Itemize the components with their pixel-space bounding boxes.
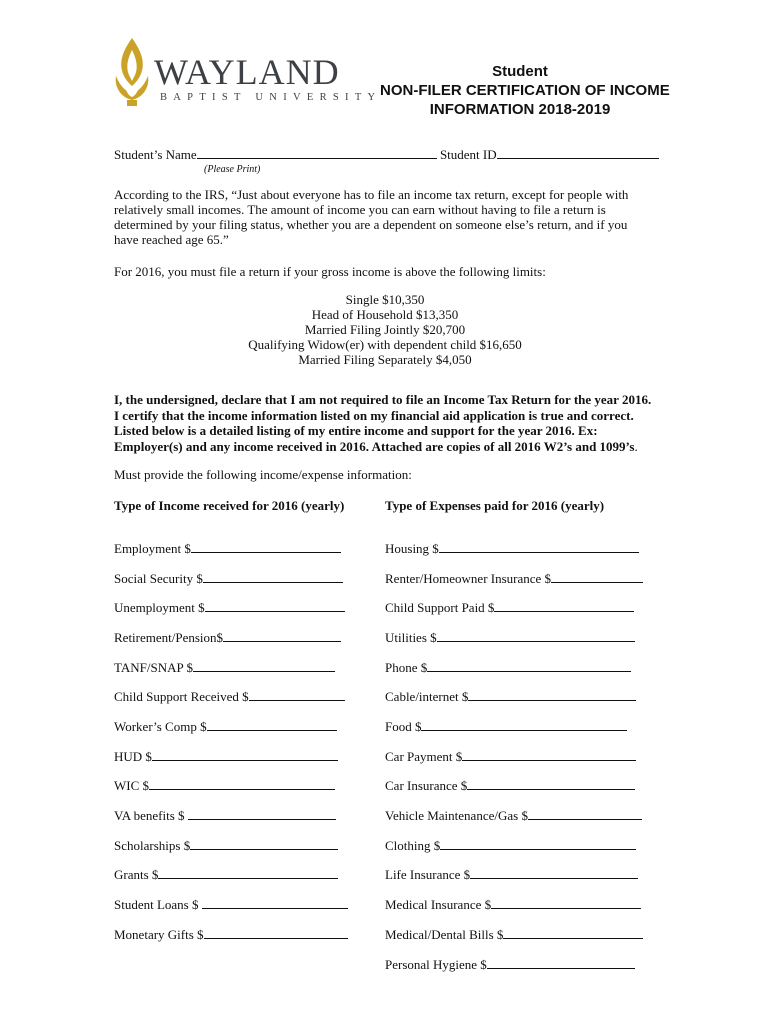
limit-married-separately: Married Filing Separately $4,050 [298,352,472,367]
expense-medical-dental: Medical/Dental Bills $ [385,927,643,943]
expense-child-support-paid: Child Support Paid $ [385,600,634,616]
expense-renter-insurance-field[interactable] [551,571,643,583]
income-hud: HUD $ [114,749,338,765]
expense-housing: Housing $ [385,541,639,557]
title-line-1: Student [492,63,548,80]
expense-personal-hygiene: Personal Hygiene $ [385,957,635,973]
expense-clothing: Clothing $ [385,838,636,854]
income-unemployment: Unemployment $ [114,600,345,616]
income-scholarships-field[interactable] [190,838,338,850]
income-social-security: Social Security $ [114,571,343,587]
expense-medical-insurance: Medical Insurance $ [385,897,641,913]
student-name-field[interactable] [197,147,437,159]
expense-car-payment-field[interactable] [462,749,636,761]
expenses-heading: Type of Expenses paid for 2016 (yearly) [385,498,605,513]
income-hud-field[interactable] [152,749,338,761]
logo-wordmark: WAYLAND [154,52,340,92]
expense-car-insurance: Car Insurance $ [385,778,635,794]
income-child-support-field[interactable] [249,689,345,701]
declaration-paragraph [114,392,659,454]
expense-clothing-field[interactable] [440,838,636,850]
title-line-3: INFORMATION 2018-2019 [429,101,611,118]
please-print-note: (Please Print) [204,164,261,175]
income-tanf-snap-field[interactable] [193,660,335,672]
income-social-security-field[interactable] [203,571,343,583]
expense-housing-field[interactable] [439,541,639,553]
income-monetary-gifts-field[interactable] [204,927,348,939]
income-monetary-gifts: Monetary Gifts $ [114,927,348,943]
expense-child-support-paid-field[interactable] [494,600,634,612]
income-va-benefits: VA benefits $ [114,808,336,824]
expense-personal-hygiene-field[interactable] [487,957,635,969]
income-scholarships: Scholarships $ [114,838,338,854]
form-title [380,62,670,119]
irs-quote-paragraph: According to the IRS, “Just about everyone has to file an income tax return, except for people with relatively small incomes. The amount of income you can earn without having to file a return is determined by your filing status, whether you are a dependent on someone else’s return, and if you have reached age 65.” [114,187,629,247]
limit-qualifying-widow: Qualifying Widow(er) with dependent child $16,650 [248,337,522,352]
student-id-label: Student ID [439,147,497,162]
income-wic: WIC $ [114,778,335,794]
income-va-benefits-field[interactable] [188,808,336,820]
limit-head-of-household: Head of Household $13,350 [311,307,459,322]
expense-cable-internet-field[interactable] [468,689,636,701]
expense-car-payment: Car Payment $ [385,749,636,765]
filing-limits-list [200,292,570,367]
income-student-loans: Student Loans $ [114,897,348,913]
income-workers-comp: Worker’s Comp $ [114,719,337,735]
student-name-label: Student’s Name [114,147,197,162]
income-employment: Employment $ [114,541,341,557]
income-heading: Type of Income received for 2016 (yearly) [114,498,345,513]
expense-medical-dental-field[interactable] [503,927,643,939]
income-child-support: Child Support Received $ [114,689,345,705]
income-wic-field[interactable] [149,778,335,790]
declaration-period: . [634,438,638,454]
expense-vehicle-maintenance-field[interactable] [528,808,642,820]
income-grants: Grants $ [114,867,338,883]
expense-phone: Phone $ [385,660,631,676]
student-info-row [114,147,659,163]
income-retirement: Retirement/Pension$ [114,630,341,646]
expense-medical-insurance-field[interactable] [491,897,641,909]
expense-car-insurance-field[interactable] [467,778,635,790]
declaration-text: I, the undersigned, declare that I am not required to file an Income Tax Return for the year 2016. I certify that the income information listed on my financial aid application is true and correct. Listed below is a detailed listing of my entire income and support for the year 2016. Ex: Employer(s) and any income received in 2016. Attached are copies of all 2016 W2’s and 1099’s [114,392,652,454]
expense-phone-field[interactable] [427,660,631,672]
expense-utilities-field[interactable] [437,630,635,642]
expense-food: Food $ [385,719,627,735]
must-provide-note: Must provide the following income/expense information: [114,467,412,482]
student-id-field[interactable] [497,147,659,159]
income-tanf-snap: TANF/SNAP $ [114,660,335,676]
expense-life-insurance: Life Insurance $ [385,867,638,883]
limit-married-jointly: Married Filing Jointly $20,700 [304,322,466,337]
expense-cable-internet: Cable/internet $ [385,689,636,705]
income-retirement-field[interactable] [223,630,341,642]
income-grants-field[interactable] [158,867,338,879]
income-student-loans-field[interactable] [202,897,348,909]
title-line-2: NON-FILER CERTIFICATION OF INCOME [380,82,670,99]
expense-life-insurance-field[interactable] [470,867,638,879]
expense-utilities: Utilities $ [385,630,635,646]
expense-vehicle-maintenance: Vehicle Maintenance/Gas $ [385,808,642,824]
expense-food-field[interactable] [421,719,627,731]
income-unemployment-field[interactable] [205,600,345,612]
logo-subtitle: BAPTIST UNIVERSITY [160,92,382,103]
income-employment-field[interactable] [191,541,341,553]
expense-renter-insurance: Renter/Homeowner Insurance $ [385,571,643,587]
income-workers-comp-field[interactable] [207,719,337,731]
limit-single: Single $10,350 [345,292,425,307]
university-logo [112,36,382,108]
limits-intro: For 2016, you must file a return if your gross income is above the following limits: [114,264,546,279]
flame-icon [112,36,156,108]
